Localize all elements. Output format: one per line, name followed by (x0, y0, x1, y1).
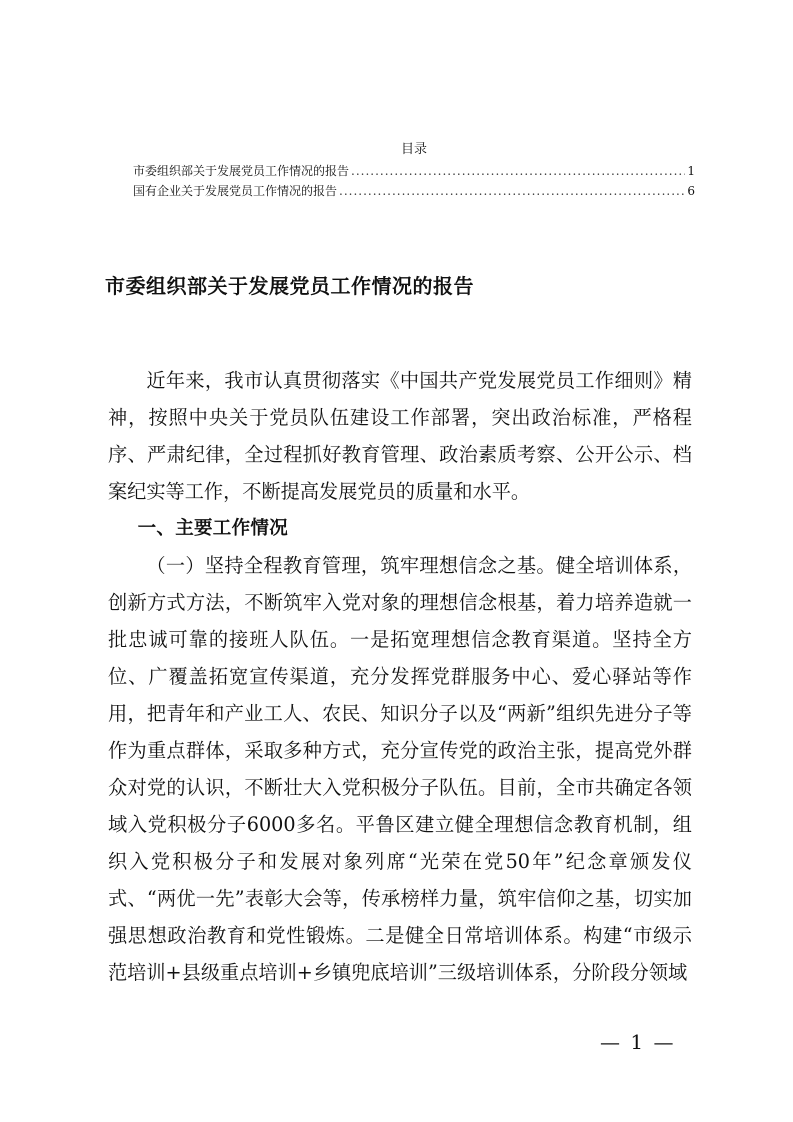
report-body (108, 362, 692, 991)
toc-entry-page: 6 (687, 184, 695, 198)
toc-entry-page: 1 (687, 164, 695, 178)
sub-section-paragraph (108, 547, 692, 991)
section-heading: 一、主要工作情况 (137, 518, 288, 539)
toc-entry-label: 市委组织部关于发展党员工作情况的报告 (133, 164, 350, 178)
sub-section-heading: （一）坚持全程教育管理，筑牢理想信念之基。 (146, 554, 556, 577)
intro-paragraph: 近年来，我市认真贯彻落实《中国共产党发展党员工作细则》精神，按照中央关于党员队伍建设工作部署，突出政治标准，严格程序、严肃纪律，全过程抓好教育管理、政治素质考察、公开公示、档案纪实等工作，不断提高发展党员的质量和水平。 (108, 369, 692, 503)
toc-entry[interactable] (133, 181, 695, 201)
toc-entry-label: 国有企业关于发展党员工作情况的报告 (133, 184, 338, 198)
report-title: 市委组织部关于发展党员工作情况的报告 (105, 274, 474, 298)
toc-title: 目录 (400, 142, 427, 157)
toc-leader-dots (351, 161, 685, 181)
sub-section-body: 健全培训体系，创新方式方法，不断筑牢入党对象的理想信念根基，着力培养造就一批忠诚可靠的接班人队伍。一是拓宽理想信念教育渠道。坚持全方位、广覆盖拓宽宣传渠道，充分发挥党群服务中心、爱心驿站等作用，把青年和产业工人、农民、知识分子以及“两新”组织先进分子等作为重点群体，采取多种方式，充分宣传党的政治主张，提高党外群众对党的认识，不断壮大入党积极分子队伍。目前，全市共确定各领域入党积极分子6000多名。平鲁区建立健全理想信念教育机制，组织入党积极分子和发展对象列席“光荣在党50年”纪念章颁发仪式、“两优一先”表彰大会等，传承榜样力量，筑牢信仰之基，切实加强思想政治教育和党性锻炼。二是健全日常培训体系。构建“市级示范培训+县级重点培训+乡镇兜底培训”三级培训体系，分阶段分领域 (108, 554, 693, 984)
toc-leader-dots (339, 181, 685, 201)
toc-entry[interactable] (133, 161, 695, 181)
table-of-contents (133, 140, 695, 201)
page-number: — 1 — (600, 1030, 676, 1054)
